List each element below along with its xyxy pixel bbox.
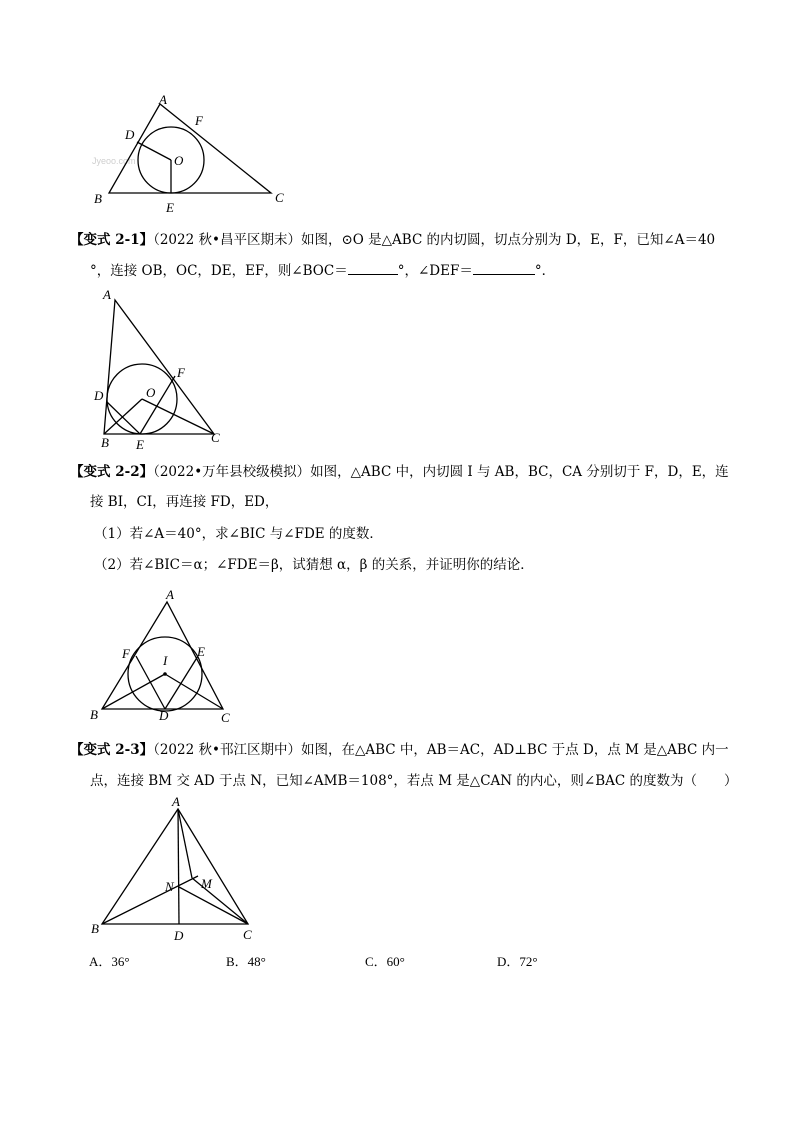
q3-line2: [90, 771, 737, 791]
label-c: C: [211, 430, 220, 445]
label-b: B: [101, 435, 109, 450]
triangle-abc: [104, 300, 214, 434]
label-o: O: [146, 385, 156, 400]
q2-tag: 【变式 2-2】: [70, 464, 154, 480]
q2-sub2: [94, 555, 534, 575]
q3-tag: 【变式 2-3】: [70, 742, 154, 758]
segment-ad: [178, 809, 179, 924]
label-c: C: [221, 710, 230, 725]
option-c[interactable]: C．60°: [365, 954, 405, 969]
figure-incircle-2: [88, 286, 238, 454]
answer-blank-def[interactable]: [473, 260, 535, 275]
q2-text2: 接 BI，CI，再连接 FD，ED，: [90, 494, 279, 510]
figure-incircle-3: [85, 586, 245, 726]
option-b[interactable]: B．48°: [226, 954, 266, 969]
q1-text1: 如图，⊙O 是△ABC 的内切圆，切点分别为 D，E，F，已知∠A＝40: [300, 232, 716, 248]
label-c: C: [243, 927, 252, 942]
q1-source: （2022 秋•昌平区期末）: [153, 232, 301, 248]
label-d: D: [174, 928, 184, 943]
q1-text2b: °，∠DEF＝: [397, 263, 473, 279]
segment-nc: [179, 887, 248, 924]
label-f: F: [195, 113, 203, 128]
q2-text1: 如图，△ABC 中，内切圆 I 与 AB，BC，CA 分别切于 F，D，E，连: [310, 464, 729, 480]
q2-sub1: [94, 524, 383, 544]
label-b: B: [94, 191, 102, 206]
label-a: A: [166, 587, 174, 602]
q2-line1: [70, 462, 729, 482]
label-a: A: [172, 794, 180, 809]
label-a: A: [103, 287, 111, 302]
label-e: E: [136, 437, 144, 452]
watermark: Jyeoo.com: [92, 156, 136, 166]
q1-text2c: °．: [534, 263, 556, 279]
label-m: M: [201, 876, 212, 891]
q1-line1: [70, 230, 715, 250]
label-a: A: [159, 92, 167, 107]
q1-tag: 【变式 2-1】: [70, 232, 154, 248]
label-e: E: [166, 200, 174, 215]
label-d: D: [159, 708, 169, 723]
q3-line1: [70, 740, 729, 760]
segment-bm: [102, 876, 198, 924]
label-f: F: [177, 365, 185, 380]
segment-ed: [165, 656, 198, 709]
triangle-abc: [109, 104, 271, 193]
label-f: F: [122, 646, 130, 661]
label-o: O: [174, 153, 184, 168]
label-e: E: [197, 644, 205, 659]
q1-text2a: °，连接 OB，OC，DE，EF，则∠BOC＝: [90, 263, 348, 279]
label-b: B: [90, 707, 98, 722]
label-d: D: [94, 388, 104, 403]
option-a[interactable]: A．36°: [89, 954, 130, 969]
label-d: D: [125, 127, 135, 142]
label-b: B: [91, 921, 99, 936]
label-n: N: [165, 879, 174, 894]
q3-source: （2022 秋•邗江区期中）: [153, 742, 301, 758]
option-d[interactable]: D．72°: [497, 954, 538, 969]
q3-text1: 如图，在△ABC 中，AB＝AC，AD⊥BC 于点 D，点 M 是△ABC 内一: [300, 742, 729, 758]
q2-line2: [90, 492, 278, 512]
q2-source: （2022•万年县校级模拟）: [153, 464, 311, 480]
q2-sub2-text: （2）若∠BIC＝α；∠FDE＝β，试猜想 α，β 的关系，并证明你的结论．: [94, 557, 534, 573]
answer-blank-boc[interactable]: [348, 260, 398, 275]
q2-sub1-text: （1）若∠A＝40°，求∠BIC 与∠FDE 的度数．: [94, 526, 383, 542]
figure-incircle-1: [80, 92, 300, 222]
q1-line2: [90, 260, 555, 281]
label-c: C: [275, 190, 284, 205]
segment-oc: [142, 399, 214, 434]
label-i: I: [163, 653, 168, 668]
figure-isosceles-triangle: [85, 792, 270, 942]
center-point-i: [163, 672, 167, 676]
q3-text2: 点，连接 BM 交 AD 于点 N，已知∠AMB＝108°，若点 M 是△CAN 的内心，则∠BAC 的度数为（ ）: [90, 773, 738, 789]
segment-od: [137, 142, 171, 160]
